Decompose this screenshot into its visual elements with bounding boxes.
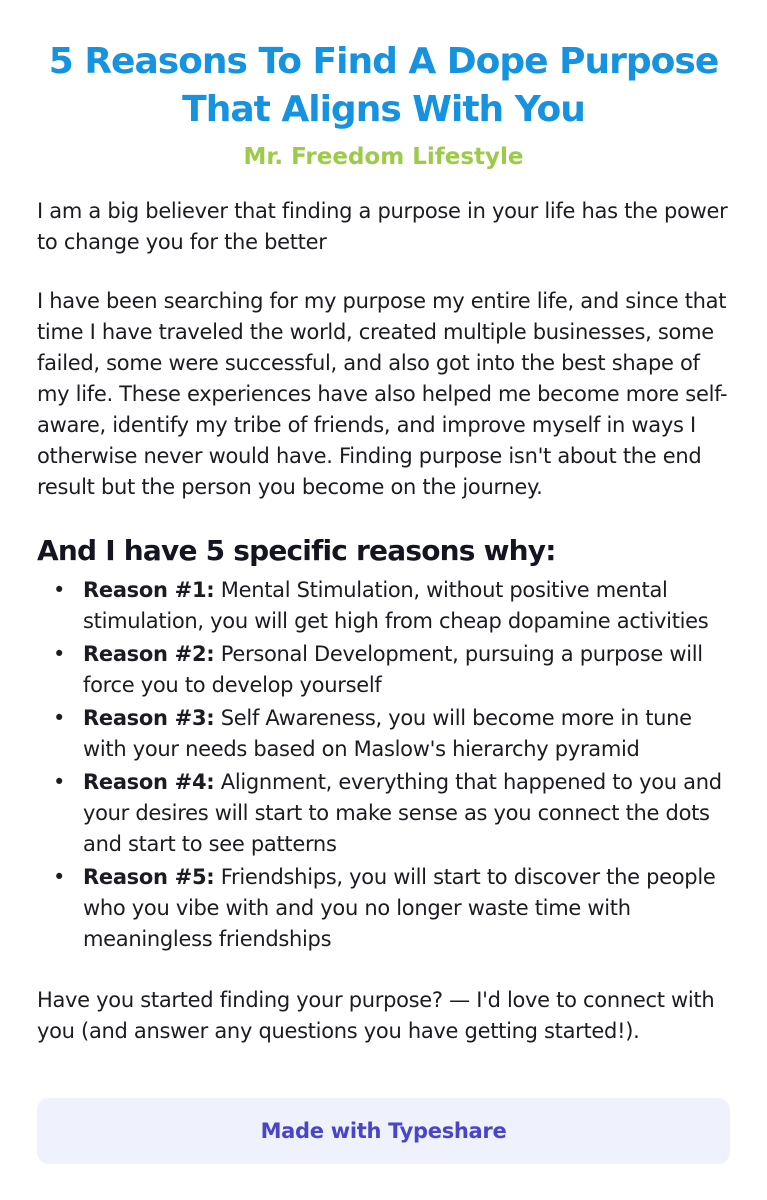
reason-label: Reason #2:: [83, 642, 215, 666]
list-item: [37, 767, 730, 860]
bullet-icon: •: [53, 706, 66, 730]
reason-text: Alignment, everything that happened to you and your desires will start to make sense as you connect the dots and start to see patterns: [83, 770, 722, 856]
author-name: Mr. Freedom Lifestyle: [243, 144, 524, 170]
reason-text: Mental Stimulation, without positive mental stimulation, you will get high from cheap dopamine activities: [83, 578, 709, 633]
post-title: 5 Reasons To Find A Dope Purpose That Aligns With You: [48, 41, 719, 130]
reason-label: Reason #5:: [83, 865, 215, 889]
list-item: [37, 639, 730, 701]
list-item: [37, 703, 730, 765]
list-item: [37, 862, 730, 955]
footer-label[interactable]: Made with Typeshare: [260, 1119, 507, 1143]
bullet-icon: •: [53, 578, 66, 602]
reason-label: Reason #3:: [83, 706, 215, 730]
reason-label: Reason #1:: [83, 578, 215, 602]
list-item: [37, 575, 730, 637]
reason-label: Reason #4:: [83, 770, 215, 794]
made-with-typeshare-banner[interactable]: [37, 1098, 730, 1164]
reason-text: Personal Development, pursuing a purpose will force you to develop yourself: [83, 642, 703, 697]
reasons-list: [37, 575, 730, 955]
reason-text: Self Awareness, you will become more in tune with your needs based on Maslow's hierarchy pyramid: [83, 706, 692, 761]
reason-text: Friendships, you will start to discover the people who you vibe with and you no longer waste time with meaningless friendships: [83, 865, 716, 951]
section-heading: And I have 5 specific reasons why:: [37, 534, 556, 567]
bullet-icon: •: [53, 865, 66, 889]
closing-paragraph: Have you started finding your purpose? — I'd love to connect with you (and answer any questions you have getting started!).: [37, 988, 715, 1043]
story-paragraph: I have been searching for my purpose my entire life, and since that time I have traveled the world, created multiple businesses, some failed, some were successful, and also got into the best shape of my life. These experiences have also helped me become more self-aware, identify my tribe of friends, and improve myself in ways I otherwise never would have. Finding purpose isn't about the end result but the person you become on the journey.: [37, 289, 728, 499]
bullet-icon: •: [53, 642, 66, 666]
bullet-icon: •: [53, 770, 66, 794]
intro-paragraph: I am a big believer that finding a purpose in your life has the power to change you for the better: [37, 199, 728, 254]
